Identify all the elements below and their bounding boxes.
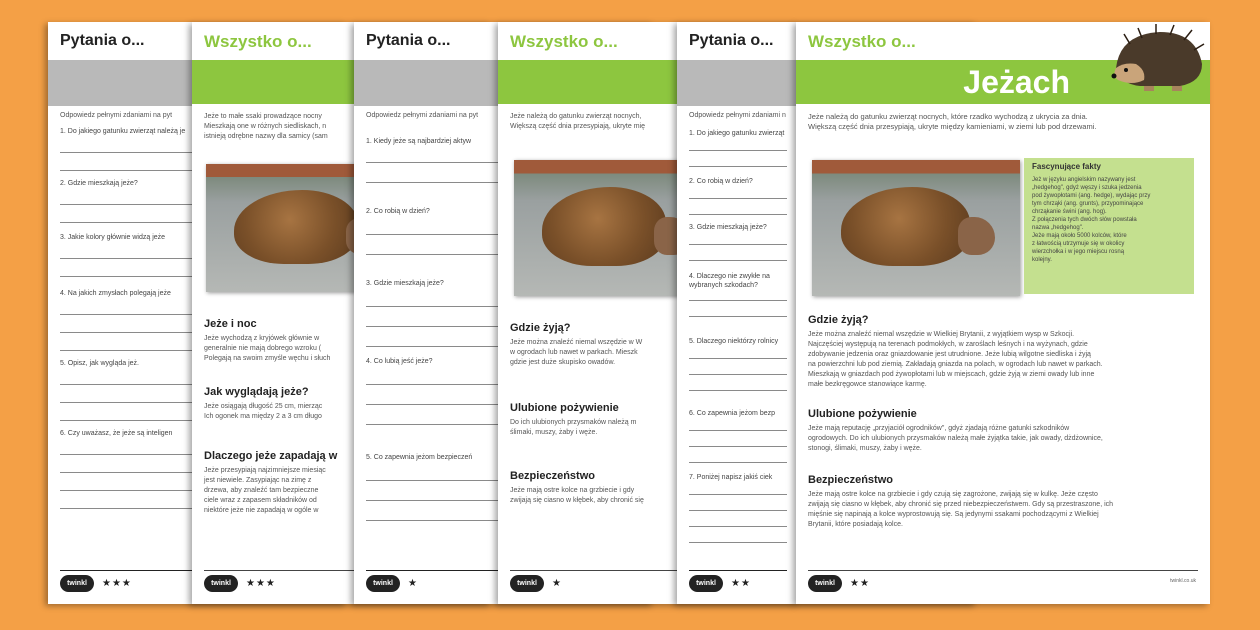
brand-logo: twinkl bbox=[689, 575, 723, 592]
difficulty-stars: ★★★ bbox=[246, 578, 276, 589]
question: 2. Co robią w dzień? bbox=[366, 208, 430, 215]
text-line: Najczęściej występują na terenach podmokłych, w zaroślach leśnych i na wyżynach, gdzie bbox=[808, 341, 1088, 348]
text-line: mięśnie się napinają a kolce wyprostowują się. Są jedynymi ssakami pochodzącymi z Wielkiej bbox=[808, 511, 1099, 518]
text-line: nazwa „hedgehog". bbox=[1032, 225, 1084, 231]
sheet-footer bbox=[366, 575, 418, 592]
section-heading: Gdzie żyją? bbox=[808, 314, 869, 326]
text-line: Mieszkają one w różnych siedliskach, n bbox=[204, 123, 327, 130]
text-line: drzewa, aby znaleźć tam bezpieczne bbox=[204, 487, 319, 494]
sheet-footer bbox=[60, 575, 132, 592]
answer-line bbox=[689, 358, 787, 359]
text-line: jest niewiele. Zasypiając na zimę z bbox=[204, 477, 312, 484]
hedgehog-icon bbox=[841, 187, 970, 266]
difficulty-stars: ★ bbox=[552, 578, 562, 589]
answer-line bbox=[689, 260, 787, 261]
question: 5. Opisz, jak wygląda jeż. bbox=[60, 360, 139, 367]
text-line: Jeże można znaleźć niemal wszędzie w W bbox=[510, 339, 643, 346]
text-line: Jeże osiągają długość 25 cm, mierząc bbox=[204, 403, 323, 410]
text-line: zwijają się ciasno w kłębek, aby chronić się bbox=[510, 497, 644, 504]
snout-shape bbox=[958, 217, 995, 255]
text-line: Jeże mają ostre kolce na grzbiecie i gdy bbox=[510, 487, 635, 494]
hedgehog-icon bbox=[234, 190, 358, 264]
answer-line bbox=[689, 510, 787, 511]
hedgehog-icon bbox=[542, 187, 666, 266]
intro-paragraph bbox=[808, 112, 1196, 132]
text-line: Jeże można znaleźć niemal wszędzie w Wielkiej Brytanii, z wyjątkiem wysp w Szkocji. bbox=[808, 331, 1075, 338]
sheet-footer bbox=[204, 575, 276, 592]
question: 2. Co robią w dzień? bbox=[689, 178, 753, 185]
sheet-title: Pytania o... bbox=[60, 32, 145, 49]
brand-logo: twinkl bbox=[366, 575, 400, 592]
answer-line bbox=[689, 390, 787, 391]
text-line: pod żywopłotami (ang. hedge), wydając przy bbox=[1032, 193, 1151, 199]
text-line: Do ich ulubionych przysmaków należą m bbox=[510, 419, 637, 426]
section-text bbox=[808, 490, 1196, 530]
answer-line bbox=[689, 462, 787, 463]
difficulty-stars: ★★ bbox=[731, 578, 751, 589]
question: 5. Co zapewnia jeżom bezpieczeń bbox=[366, 454, 473, 461]
hedgehog-photo bbox=[812, 160, 1020, 296]
sheet-title: Wszystko o... bbox=[204, 32, 312, 51]
brand-logo: twinkl bbox=[808, 575, 842, 592]
text-line: zdobywanie jedzenia oraz gniazdowanie jest utrudnione. Jeże lubią wilgotne siedliska i żyją bbox=[808, 351, 1091, 358]
answer-line bbox=[689, 244, 787, 245]
brand-logo: twinkl bbox=[60, 575, 94, 592]
hedgehog-illustration-icon bbox=[1110, 24, 1206, 96]
text-line: gdzie jest duże skupisko owadów. bbox=[510, 359, 616, 366]
answer-line bbox=[689, 446, 787, 447]
answer-line bbox=[689, 542, 787, 543]
footer-rule bbox=[808, 570, 1198, 571]
sheet-footer bbox=[510, 575, 562, 592]
text-line: Mieszkają w gniazdach pod żywopłotami lub w miejscach, gdzie żyją w ziemi owady lub inne bbox=[808, 371, 1095, 378]
difficulty-stars: ★★★ bbox=[102, 578, 132, 589]
question: 4. Dlaczego nie zwykłe na wybranych szkodach? bbox=[689, 273, 770, 289]
question: 3. Jakie kolory głównie widzą jeże bbox=[60, 234, 166, 241]
text-line: Jeże należą do gatunku zwierząt nocnych, które rzadko wychodzą z ukrycia za dnia. bbox=[808, 112, 1088, 121]
answer-line bbox=[689, 430, 787, 431]
text-line: ciele wraz z zapasem składników od bbox=[204, 497, 317, 504]
sheet-footer bbox=[689, 575, 751, 592]
text-line: Większą część dnia przesypiają, ukryte między kamieniami, w ziemi lub pod drzewami. bbox=[808, 122, 1097, 131]
question: 4. Na jakich zmysłach polegają jeże bbox=[60, 290, 171, 297]
question: 5. Dlaczego niektórzy rolnicy bbox=[689, 338, 779, 345]
text-line: Jeże należą do gatunku zwierząt nocnych, bbox=[510, 113, 642, 120]
instruction-text: Odpowiedz pełnymi zdaniami na pyt bbox=[60, 112, 173, 119]
question: 6. Co zapewnia jeżom bezp bbox=[689, 410, 775, 417]
text-line: Brytanii, które posiadają kolce. bbox=[808, 521, 903, 528]
answer-line bbox=[689, 316, 787, 317]
text-line: kolejny. bbox=[1032, 257, 1052, 263]
sheet-title: Wszystko o... bbox=[808, 32, 916, 51]
section-heading: Dlaczego jeże zapadają w bbox=[204, 450, 338, 462]
text-line: Jeże przesypiają najzimniejsze miesiąc bbox=[204, 467, 326, 474]
sheet-footer bbox=[808, 575, 870, 592]
text-line: Jeże wychodzą z kryjówek głównie w bbox=[204, 335, 320, 342]
question: 3. Gdzie mieszkają jeże? bbox=[366, 280, 444, 287]
text-line: Polegają na swoim zmyśle węchu i słuch bbox=[204, 355, 331, 362]
text-line: Ich ogonek ma między 2 a 3 cm długo bbox=[204, 413, 322, 420]
section-heading: Ulubione pożywienie bbox=[510, 402, 619, 414]
text-line: z łatwością utrzymuje się w okolicy bbox=[1032, 241, 1125, 247]
text-line: chrząkanie świni (ang. hog). bbox=[1032, 209, 1107, 215]
big-title: Jeżach bbox=[963, 64, 1070, 100]
question: 1. Do jakiego gatunku zwierząt bbox=[689, 130, 785, 137]
facts-box bbox=[1024, 158, 1194, 294]
text-line: zwijają się ciasno w kłębek, aby chronić się przed niebezpieczeństwem. Gdy są przestraszone, ich bbox=[808, 501, 1114, 508]
text-line: stonogi, ślimaki, muszy, żaby i węże. bbox=[808, 445, 922, 452]
text-line: istnieją odrębne nazwy dla samicy (sam bbox=[204, 133, 328, 140]
difficulty-stars: ★ bbox=[408, 578, 418, 589]
answer-line bbox=[689, 198, 787, 199]
text-line: „hedgehog", gdyż węszy i szuka jedzenia bbox=[1032, 185, 1142, 191]
section-heading: Ulubione pożywienie bbox=[808, 408, 917, 420]
text-line: Większą część dnia przesypiają, ukryte mię bbox=[510, 123, 645, 130]
text-line: ogrodowych. Do ich ulubionych przysmaków należą małe żyjątka takie, jak owady, dżdżownice, bbox=[808, 435, 1103, 442]
brand-logo: twinkl bbox=[510, 575, 544, 592]
section-heading: Gdzie żyją? bbox=[510, 322, 571, 334]
brand-logo: twinkl bbox=[204, 575, 238, 592]
text-line: Jeże mają ostre kolce na grzbiecie i gdy czują się zagrożone, zwijają się w kulkę. Jeże często bbox=[808, 491, 1098, 498]
section-heading: Bezpieczeństwo bbox=[808, 474, 893, 486]
question: 7. Poniżej napisz jakiś ciek bbox=[689, 474, 773, 481]
question: 1. Do jakiego gatunku zwierząt należą je bbox=[60, 128, 186, 135]
reading-sheet-3 bbox=[796, 22, 1210, 604]
text-line: Z połączenia tych dwóch słów powstała bbox=[1032, 217, 1137, 223]
sheet-title: Pytania o... bbox=[689, 32, 774, 49]
text-line: niektóre jeże nie zapadają w ogóle w bbox=[204, 507, 319, 514]
text-line: ślimaki, muszy, żaby i węże. bbox=[510, 429, 598, 436]
section-heading: Bezpieczeństwo bbox=[510, 470, 595, 482]
question: 4. Co lubią jeść jeże? bbox=[366, 358, 433, 365]
sheet-title: Pytania o... bbox=[366, 32, 451, 49]
question: 2. Gdzie mieszkają jeże? bbox=[60, 180, 138, 187]
section-heading: Jeże i noc bbox=[204, 318, 257, 330]
text-line: tym chrząki (ang. grunts), przypominające bbox=[1032, 201, 1144, 207]
facts-text bbox=[1032, 176, 1188, 264]
text-line: Jeż w języku angielskim nazywany jest bbox=[1032, 177, 1136, 183]
text-line: na powierzchni lub pod ziemią. Zakładają gniazda na polach, w ogrodach lub nawet w parkach. bbox=[808, 361, 1103, 368]
answer-line bbox=[689, 494, 787, 495]
question: 1. Kiedy jeże są najbardziej aktyw bbox=[366, 138, 472, 145]
answer-line bbox=[689, 374, 787, 375]
text-line: Jeże to małe ssaki prowadzące nocny bbox=[204, 113, 322, 120]
difficulty-stars: ★★ bbox=[850, 578, 870, 589]
instruction-text: Odpowiedz pełnymi zdaniami n bbox=[689, 112, 786, 119]
answer-line bbox=[689, 166, 787, 167]
answer-line bbox=[689, 214, 787, 215]
text-line: Jeże mają około 5000 kolców, które bbox=[1032, 233, 1127, 239]
text-line: w ogrodach lub nawet w parkach. Mieszk bbox=[510, 349, 638, 356]
text-line: wierzchołka i w jego miejscu rosną bbox=[1032, 249, 1125, 255]
facts-heading: Fascynujące fakty bbox=[1032, 162, 1101, 171]
text-line: generalnie nie mają dobrego wzroku ( bbox=[204, 345, 322, 352]
section-text bbox=[808, 330, 1196, 390]
footer-credit: twinkl.co.uk bbox=[1170, 578, 1196, 584]
answer-line bbox=[689, 300, 787, 301]
section-text bbox=[808, 424, 1196, 454]
answer-line bbox=[689, 150, 787, 151]
sheet-title: Wszystko o... bbox=[510, 32, 618, 51]
footer-rule bbox=[689, 570, 787, 571]
question: 6. Czy uważasz, że jeże są inteligen bbox=[60, 430, 173, 437]
text-line: Jeże mają reputację „przyjaciół ogrodników", gdyż zjadają różne gatunki szkodników bbox=[808, 425, 1070, 432]
section-heading: Jak wyglądają jeże? bbox=[204, 386, 309, 398]
text-line: małe bezkręgowce stanowiące karmę. bbox=[808, 381, 927, 388]
question: 3. Gdzie mieszkają jeże? bbox=[689, 224, 767, 231]
instruction-text: Odpowiedz pełnymi zdaniami na pyt bbox=[366, 112, 479, 119]
answer-line bbox=[689, 526, 787, 527]
